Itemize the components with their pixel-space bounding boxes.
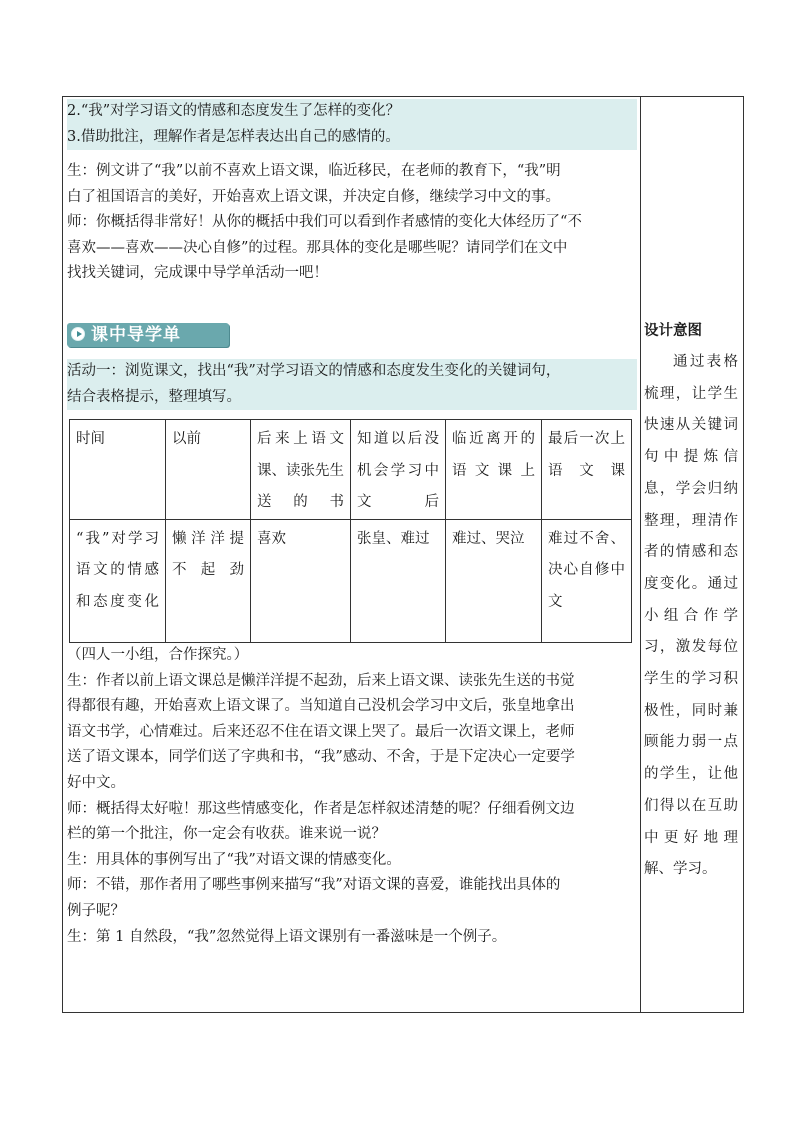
activity-block — [67, 359, 637, 410]
paragraph-line: 生：例文讲了“我”以前不喜欢上语文课，临近移民，在老师的教育下，“我”明 — [67, 163, 561, 179]
table-cell: 喜欢 — [251, 519, 351, 642]
paragraph-line: 生：第 1 自然段，“我”忽然觉得上语文课别有一番滋味是一个例子。 — [67, 928, 507, 945]
table-cell: 以前 — [166, 420, 251, 520]
paragraph-line: 语文书学，心情难过。后来还忍不住在语文课上哭了。最后一次语文课上，老师 — [67, 723, 575, 740]
table-cell: 懒洋洋提不起劲 — [166, 519, 251, 642]
paragraph-line: 找找关键词，完成课中导学单活动一吧！ — [67, 265, 328, 282]
table-header-row — [70, 420, 632, 520]
table-row — [70, 519, 632, 642]
question-line: 2.“我”对学习语文的情感和态度发生了怎样的变化？ — [67, 103, 401, 119]
paragraph-line: 师：概括得太好啦！那这些情感变化，作者是怎样叙述清楚的呢？仔细看例文边 — [67, 800, 575, 817]
table-cell: 时间 — [70, 420, 166, 520]
play-circle-icon — [71, 327, 85, 341]
activity-line: 结合表格提示，整理填写。 — [67, 388, 241, 405]
activity-line: 活动一：浏览课文，找出“我”对学习语文的情感和态度发生变化的关键词句， — [67, 363, 561, 379]
question-block — [67, 99, 637, 150]
table-cell: 临近离开的语文课上 — [446, 420, 542, 520]
paragraph-line: 得都很有趣，开始喜欢上语文课了。当知道自己没机会学习中文后，张皇地拿出 — [67, 698, 575, 715]
paragraph-line: 送了语文课本，同学们送了字典和书，“我”感动、不舍，于是下定决心一定要学 — [67, 749, 575, 766]
paragraph-line: 例子呢？ — [67, 902, 125, 919]
banner-label: 课中导学单 — [91, 325, 181, 345]
table-cell: “我”对学习语文的情感和态度变化 — [70, 519, 166, 642]
table-cell: 张皇、难过 — [351, 519, 446, 642]
table-cell: 后来上语文课、读张先生送的书 — [251, 420, 351, 520]
paragraph-line: 师：你概括得非常好！从你的概括中我们可以看到作者感情的变化大体经历了“不 — [67, 214, 582, 231]
discussion-block-2 — [67, 643, 637, 950]
lesson-table — [62, 96, 744, 1013]
question-line: 3.借助批注，理解作者是怎样表达出自己的感情的。 — [67, 128, 400, 145]
paragraph-line: 栏的第一个批注，你一定会有收获。谁来说一说？ — [67, 826, 386, 843]
column-divider — [640, 97, 641, 1012]
emotion-change-table — [69, 419, 632, 643]
paragraph-line: 好中文。 — [67, 774, 125, 791]
discussion-block — [67, 159, 637, 287]
table-cell: 难过不舍、决心自修中文 — [542, 519, 632, 642]
paragraph-line: 喜欢——喜欢——决心自修”的过程。那具体的变化是哪些呢？请同学们在文中 — [67, 239, 568, 256]
table-cell: 难过、哭泣 — [446, 519, 542, 642]
design-intent-title: 设计意图 — [644, 323, 702, 339]
table-cell: 最后一次上语文课 — [542, 420, 632, 520]
paragraph-line: 师：不错，那作者用了哪些事例来描写“我”对语文课的喜爱，谁能找出具体的 — [67, 877, 561, 894]
paragraph-line: 白了祖国语言的美好，开始喜欢上语文课，并决定自修，继续学习中文的事。 — [67, 188, 560, 205]
paragraph-line: （四人一小组，合作探究。） — [67, 647, 249, 663]
design-intent-text: 通过表格梳理，让学生快速从关键词句中提炼信息，学会归纳整理，理清作者的情感和态度变化。通过小组合作学习，激发每位学生的学习积极性，同时兼顾能力弱一点的学生，让他们得以在互助中更好地理解、学习。 — [644, 354, 738, 878]
paragraph-line: 生：作者以前上语文课总是懒洋洋提不起劲，后来上语文课、读张先生送的书觉 — [67, 672, 575, 689]
in-class-guide-banner — [67, 323, 229, 347]
paragraph-line: 生：用具体的事例写出了“我”对语文课的情感变化。 — [67, 851, 401, 868]
table-cell: 知道以后没机会学习中文后 — [351, 420, 446, 520]
